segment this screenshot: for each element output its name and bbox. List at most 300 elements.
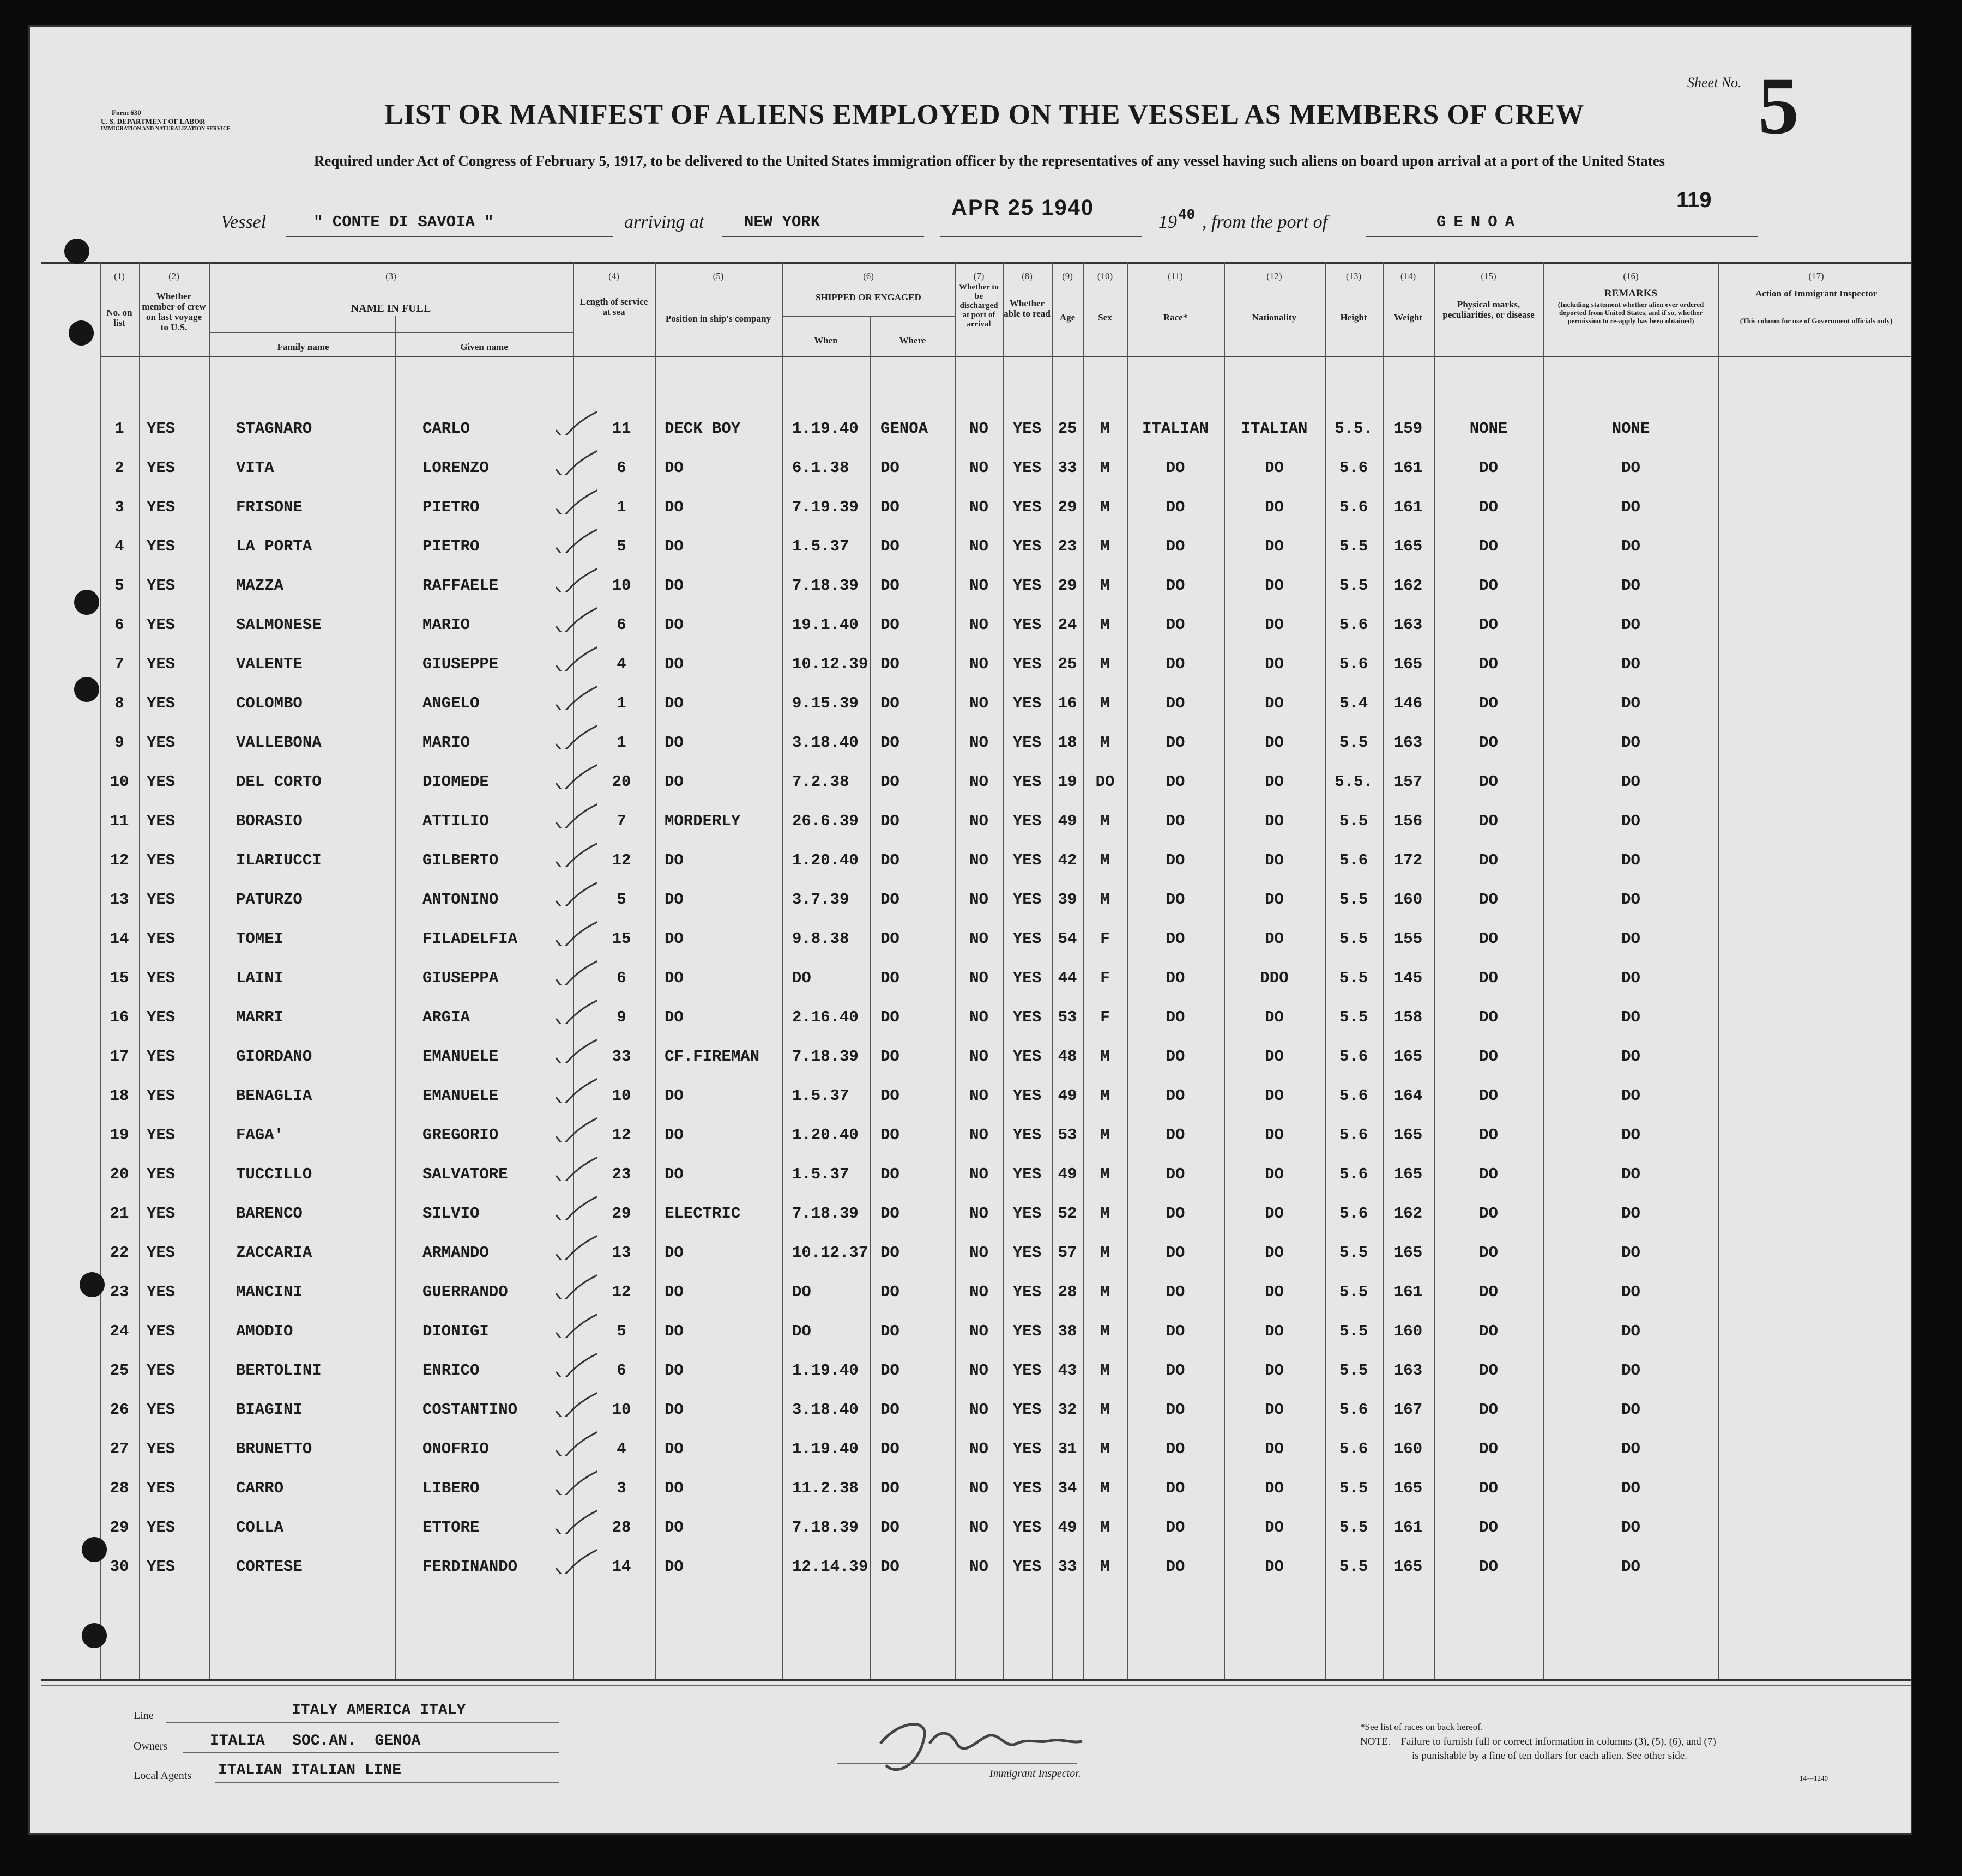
form-label: Form 630 [112,108,141,117]
cell-height: 5.6 [1339,1441,1368,1458]
cell-sex: M [1100,616,1110,634]
cell-weight: 160 [1393,1441,1423,1458]
cell-shipped-where: DO [880,1166,899,1183]
cell-shipped-where: DO [880,695,899,712]
cell-shipped-when: 2.16.40 [792,1009,859,1026]
cell-position: DO [665,891,684,909]
header-age: Age [1059,312,1076,323]
table-bottom-rule [41,1679,1912,1681]
cell-age: 48 [1058,1048,1077,1066]
cell-weight: 159 [1393,420,1423,438]
check-mark-icon [553,1546,597,1574]
shipped-subrule [782,316,955,317]
cell-physical-marks: DO [1479,970,1498,987]
cell-discharged: NO [969,420,988,438]
col-num-2: (2) [168,271,179,281]
cell-discharged: NO [969,695,988,712]
cell-no: 30 [110,1558,129,1576]
cell-able-to-read: YES [1012,1244,1042,1262]
check-mark-icon [553,526,597,553]
cell-family-name: BENAGLIA [236,1087,312,1105]
cell-family-name: BORASIO [236,813,303,830]
departure-port: GENOA [1436,213,1523,231]
cell-race: DO [1166,1284,1185,1301]
header-when: When [814,335,838,346]
cell-crew-last-voyage: YES [147,420,176,438]
cell-weight: 161 [1393,1284,1423,1301]
cell-able-to-read: YES [1012,459,1042,477]
cell-remarks: DO [1621,1480,1640,1497]
cell-family-name: SALMONESE [236,616,322,634]
header-position: Position in ship's company [665,313,771,324]
header-discharged: Whether to be discharged at port of arrival [959,283,999,329]
cell-position: CF.FIREMAN [665,1048,760,1066]
cell-length-service: 4 [617,656,626,673]
cell-age: 23 [1058,538,1077,555]
inspector-signature [848,1705,1098,1776]
cell-family-name: BERTOLINI [236,1362,322,1379]
cell-able-to-read: YES [1012,1048,1042,1066]
cell-no: 12 [110,852,129,869]
cell-height: 5.5 [1339,538,1368,555]
cell-length-service: 6 [617,970,626,987]
cell-height: 5.5 [1339,1244,1368,1262]
sheet-number: 5 [1758,60,1799,151]
cell-no: 6 [114,616,124,634]
cell-no: 9 [114,734,124,752]
cell-shipped-when: 7.18.39 [792,577,859,595]
cell-given-name: EMANUELE [422,1087,499,1105]
cell-length-service: 14 [612,1558,631,1576]
cell-age: 53 [1058,1009,1077,1026]
cell-shipped-when: 1.19.40 [792,1362,859,1379]
cell-sex: M [1100,1558,1110,1576]
cell-height: 5.6 [1339,1087,1368,1105]
cell-given-name: ARMANDO [422,1244,489,1262]
cell-weight: 163 [1393,616,1423,634]
cell-discharged: NO [969,1087,988,1105]
cell-family-name: LA PORTA [236,538,312,555]
department-label: U. S. DEPARTMENT OF LABOR [101,117,205,125]
cell-shipped-where: DO [880,1441,899,1458]
cell-race: DO [1166,1323,1185,1340]
col-rule [395,316,396,1679]
cell-sex: DO [1095,773,1115,791]
cell-shipped-where: DO [880,1284,899,1301]
cell-length-service: 12 [612,1127,631,1144]
cell-shipped-where: DO [880,1558,899,1576]
cell-nationality: DO [1265,930,1284,948]
check-mark-icon [553,1232,597,1260]
cell-no: 21 [110,1205,129,1223]
binder-hole [69,320,94,346]
cell-age: 29 [1058,499,1077,516]
cell-age: 57 [1058,1244,1077,1262]
cell-race: DO [1166,1087,1185,1105]
check-mark-icon [553,1036,597,1063]
cell-height: 5.4 [1339,695,1368,712]
cell-shipped-where: DO [880,1127,899,1144]
cell-able-to-read: YES [1012,616,1042,634]
cell-no: 4 [114,538,124,555]
cell-height: 5.6 [1339,1048,1368,1066]
cell-able-to-read: YES [1012,1558,1042,1576]
cell-position: DO [665,852,684,869]
cell-crew-last-voyage: YES [147,1244,176,1262]
cell-weight: 165 [1393,1048,1423,1066]
cell-shipped-when: 7.2.38 [792,773,849,791]
cell-position: DO [665,459,684,477]
cell-able-to-read: YES [1012,1009,1042,1026]
cell-given-name: GIUSEPPA [422,970,499,987]
cell-physical-marks: DO [1479,616,1498,634]
cell-position: ELECTRIC [665,1205,741,1223]
cell-remarks: DO [1621,1166,1640,1183]
check-mark-icon [553,447,597,475]
cell-sex: F [1100,970,1110,987]
cell-shipped-when: 7.19.39 [792,499,859,516]
cell-given-name: GILBERTO [422,852,499,869]
year-prefix: 19 [1158,212,1177,232]
cell-given-name: RAFFAELE [422,577,499,595]
cell-crew-last-voyage: YES [147,1323,176,1340]
cell-shipped-when: DO [792,1284,811,1301]
cell-crew-last-voyage: YES [147,1009,176,1026]
cell-no: 27 [110,1441,129,1458]
cell-physical-marks: DO [1479,1401,1498,1419]
cell-physical-marks: DO [1479,1323,1498,1340]
col-num-9: (9) [1062,271,1073,281]
cell-race: DO [1166,852,1185,869]
cell-remarks: DO [1621,1284,1640,1301]
cell-given-name: GREGORIO [422,1127,499,1144]
col-num-7: (7) [973,271,985,281]
binder-hole [82,1537,107,1562]
cell-no: 10 [110,773,129,791]
cell-shipped-where: DO [880,852,899,869]
cell-length-service: 10 [612,1087,631,1105]
cell-crew-last-voyage: YES [147,930,176,948]
cell-crew-last-voyage: YES [147,852,176,869]
cell-position: DO [665,1441,684,1458]
header-remarks: REMARKS [1604,288,1658,299]
cell-height: 5.5 [1339,970,1368,987]
cell-age: 49 [1058,1166,1077,1183]
cell-no: 18 [110,1087,129,1105]
cell-nationality: DO [1265,538,1284,555]
cell-position: DECK BOY [665,420,741,438]
owners-label: Owners [134,1740,168,1752]
cell-nationality: DO [1265,1048,1284,1066]
cell-discharged: NO [969,930,988,948]
cell-length-service: 13 [612,1244,631,1262]
col-num-17: (17) [1808,271,1824,281]
cell-remarks: DO [1621,813,1640,830]
cell-nationality: DO [1265,813,1284,830]
cell-position: DO [665,1127,684,1144]
cell-race: DO [1166,499,1185,516]
cell-able-to-read: YES [1012,1323,1042,1340]
col-rule [209,262,210,1679]
cell-height: 5.5 [1339,1558,1368,1576]
check-mark-icon [553,408,597,435]
check-mark-icon [553,840,597,867]
col-rule [139,262,140,1679]
cell-nationality: DO [1265,577,1284,595]
cell-shipped-where: DO [880,656,899,673]
cell-sex: M [1100,1127,1110,1144]
cell-nationality: DO [1265,1244,1284,1262]
cell-position: DO [665,930,684,948]
form-code: 14—1240 [1800,1774,1828,1782]
cell-discharged: NO [969,1244,988,1262]
cell-shipped-when: 1.20.40 [792,852,859,869]
cell-physical-marks: DO [1479,852,1498,869]
manifest-sheet [28,25,1912,1835]
cell-age: 44 [1058,970,1077,987]
vessel-name: " CONTE DI SAVOIA " [313,213,494,231]
check-mark-icon [553,644,597,671]
cell-height: 5.6 [1339,852,1368,869]
cell-family-name: ZACCARIA [236,1244,312,1262]
cell-remarks: DO [1621,1048,1640,1066]
cell-family-name: LAINI [236,970,284,987]
page-title: LIST OR MANIFEST OF ALIENS EMPLOYED ON THE VESSEL AS MEMBERS OF CREW [384,99,1585,130]
year-suffix: 40 [1178,207,1196,223]
date-underline [940,236,1142,237]
cell-position: DO [665,616,684,634]
cell-given-name: ONOFRIO [422,1441,489,1458]
cell-family-name: AMODIO [236,1323,293,1340]
cell-no: 24 [110,1323,129,1340]
header-able-to-read: Whether able to read [1004,298,1051,319]
cell-shipped-where: DO [880,1401,899,1419]
cell-sex: M [1100,1362,1110,1379]
cell-sex: M [1100,1048,1110,1066]
header-height: Height [1340,312,1367,323]
cell-family-name: BIAGINI [236,1401,303,1419]
cell-physical-marks: DO [1479,459,1498,477]
cell-given-name: GIUSEPPE [422,656,499,673]
cell-weight: 165 [1393,1127,1423,1144]
cell-no: 28 [110,1480,129,1497]
cell-height: 5.6 [1339,1205,1368,1223]
cell-length-service: 20 [612,773,631,791]
cell-sex: M [1100,734,1110,752]
binder-hole [74,677,99,702]
cell-given-name: ANTONINO [422,891,499,909]
cell-remarks: DO [1621,695,1640,712]
header-last-voyage: Whether member of crew on last voyage to U.S. [142,291,206,332]
cell-remarks: DO [1621,459,1640,477]
check-mark-icon [553,1429,597,1456]
cell-physical-marks: DO [1479,499,1498,516]
cell-shipped-when: 1.5.37 [792,538,849,555]
cell-discharged: NO [969,1480,988,1497]
cell-nationality: DDO [1260,970,1289,987]
header-where: Where [899,335,926,346]
col-num-13: (13) [1345,271,1362,281]
cell-shipped-when: 26.6.39 [792,813,859,830]
cell-age: 53 [1058,1127,1077,1144]
note-failure: NOTE.—Failure to furnish full or correct information in columns (3), (5), (6), and (7) [1360,1736,1716,1747]
cell-discharged: NO [969,1009,988,1026]
cell-shipped-when: 11.2.38 [792,1480,859,1497]
check-mark-icon [553,918,597,946]
check-mark-icon [553,958,597,985]
cell-remarks: DO [1621,1127,1640,1144]
cell-shipped-when: 10.12.37 [792,1244,868,1262]
cell-shipped-when: 7.18.39 [792,1519,859,1536]
cell-shipped-where: DO [880,970,899,987]
cell-race: DO [1166,1558,1185,1576]
check-mark-icon [553,487,597,514]
cell-nationality: DO [1265,1480,1284,1497]
cell-family-name: GIORDANO [236,1048,312,1066]
check-mark-icon [553,1468,597,1495]
cell-weight: 157 [1393,773,1423,791]
cell-weight: 160 [1393,891,1423,909]
cell-crew-last-voyage: YES [147,616,176,634]
cell-length-service: 29 [612,1205,631,1223]
cell-position: DO [665,1244,684,1262]
cell-crew-last-voyage: YES [147,970,176,987]
cell-shipped-where: DO [880,1323,899,1340]
cell-shipped-when: 1.19.40 [792,1441,859,1458]
cell-no: 16 [110,1009,129,1026]
cell-length-service: 15 [612,930,631,948]
cell-crew-last-voyage: YES [147,1166,176,1183]
cell-shipped-where: DO [880,459,899,477]
cell-age: 32 [1058,1401,1077,1419]
agents-label: Local Agents [134,1770,192,1782]
cell-no: 15 [110,970,129,987]
cell-physical-marks: DO [1479,1441,1498,1458]
cell-shipped-where: DO [880,734,899,752]
cell-length-service: 10 [612,1401,631,1419]
cell-able-to-read: YES [1012,1087,1042,1105]
cell-height: 5.6 [1339,1166,1368,1183]
cell-shipped-where: DO [880,1205,899,1223]
cell-height: 5.5 [1339,1519,1368,1536]
cell-given-name: MARIO [422,616,470,634]
cell-length-service: 4 [617,1441,626,1458]
cell-able-to-read: YES [1012,1362,1042,1379]
cell-given-name: PIETRO [422,499,480,516]
cell-sex: M [1100,852,1110,869]
cell-age: 25 [1058,420,1077,438]
cell-crew-last-voyage: YES [147,695,176,712]
cell-nationality: DO [1265,1087,1284,1105]
cell-able-to-read: YES [1012,891,1042,909]
cell-family-name: MARRI [236,1009,284,1026]
cell-shipped-when: 3.18.40 [792,734,859,752]
header-nationality: Nationality [1252,312,1297,323]
cell-weight: 162 [1393,577,1423,595]
cell-weight: 161 [1393,499,1423,516]
cell-age: 31 [1058,1441,1077,1458]
cell-no: 17 [110,1048,129,1066]
cell-nationality: DO [1265,1166,1284,1183]
cell-nationality: DO [1265,459,1284,477]
cell-shipped-when: 7.18.39 [792,1048,859,1066]
cell-height: 5.6 [1339,616,1368,634]
cell-height: 5.5. [1335,773,1373,791]
cell-physical-marks: DO [1479,891,1498,909]
check-mark-icon [553,801,597,828]
check-mark-icon [553,1389,597,1417]
cell-crew-last-voyage: YES [147,891,176,909]
cell-age: 28 [1058,1284,1077,1301]
cell-given-name: FERDINANDO [422,1558,518,1576]
binder-hole [64,239,89,264]
cell-able-to-read: YES [1012,773,1042,791]
cell-age: 43 [1058,1362,1077,1379]
cell-sex: M [1100,813,1110,830]
cell-height: 5.5 [1339,1009,1368,1026]
cell-sex: M [1100,538,1110,555]
page-subtitle: Required under Act of Congress of February 5, 1917, to be delivered to the United States immigration officer by the representatives of any vessel having such aliens on board upon arrival at a port of the United States [313,153,1665,169]
cell-family-name: BRUNETTO [236,1441,312,1458]
cell-nationality: DO [1265,1441,1284,1458]
cell-no: 2 [114,459,124,477]
cell-physical-marks: DO [1479,1205,1498,1223]
cell-shipped-when: 3.18.40 [792,1401,859,1419]
cell-discharged: NO [969,1362,988,1379]
vessel-underline [286,236,613,237]
cell-no: 14 [110,930,129,948]
cell-remarks: DO [1621,538,1640,555]
cell-nationality: DO [1265,616,1284,634]
cell-remarks: DO [1621,852,1640,869]
cell-position: DO [665,499,684,516]
cell-shipped-when: 1.5.37 [792,1087,849,1105]
cell-given-name: CARLO [422,420,470,438]
cell-shipped-when: 1.20.40 [792,1127,859,1144]
cell-remarks: DO [1621,1362,1640,1379]
cell-remarks: DO [1621,930,1640,948]
cell-given-name: ANGELO [422,695,480,712]
check-mark-icon [553,879,597,906]
cell-no: 26 [110,1401,129,1419]
cell-nationality: DO [1265,1362,1284,1379]
cell-family-name: ILARIUCCI [236,852,322,869]
cell-shipped-when: 12.14.39 [792,1558,868,1576]
cell-crew-last-voyage: YES [147,1205,176,1223]
cell-discharged: NO [969,1441,988,1458]
cell-shipped-where: DO [880,577,899,595]
cell-weight: 165 [1393,1166,1423,1183]
cell-no: 29 [110,1519,129,1536]
cell-length-service: 5 [617,1323,626,1340]
cell-sex: F [1100,930,1110,948]
cell-race: DO [1166,538,1185,555]
cell-nationality: DO [1265,734,1284,752]
cell-crew-last-voyage: YES [147,1048,176,1066]
cell-sex: M [1100,1087,1110,1105]
cell-given-name: ETTORE [422,1519,480,1536]
cell-shipped-when: 9.15.39 [792,695,859,712]
cell-discharged: NO [969,1323,988,1340]
col-num-10: (10) [1097,271,1113,281]
col-rule [655,262,656,1679]
cell-shipped-where: GENOA [880,420,928,438]
cell-discharged: NO [969,970,988,987]
cell-length-service: 12 [612,852,631,869]
cell-crew-last-voyage: YES [147,538,176,555]
cell-given-name: ARGIA [422,1009,470,1026]
cell-race: DO [1166,1166,1185,1183]
